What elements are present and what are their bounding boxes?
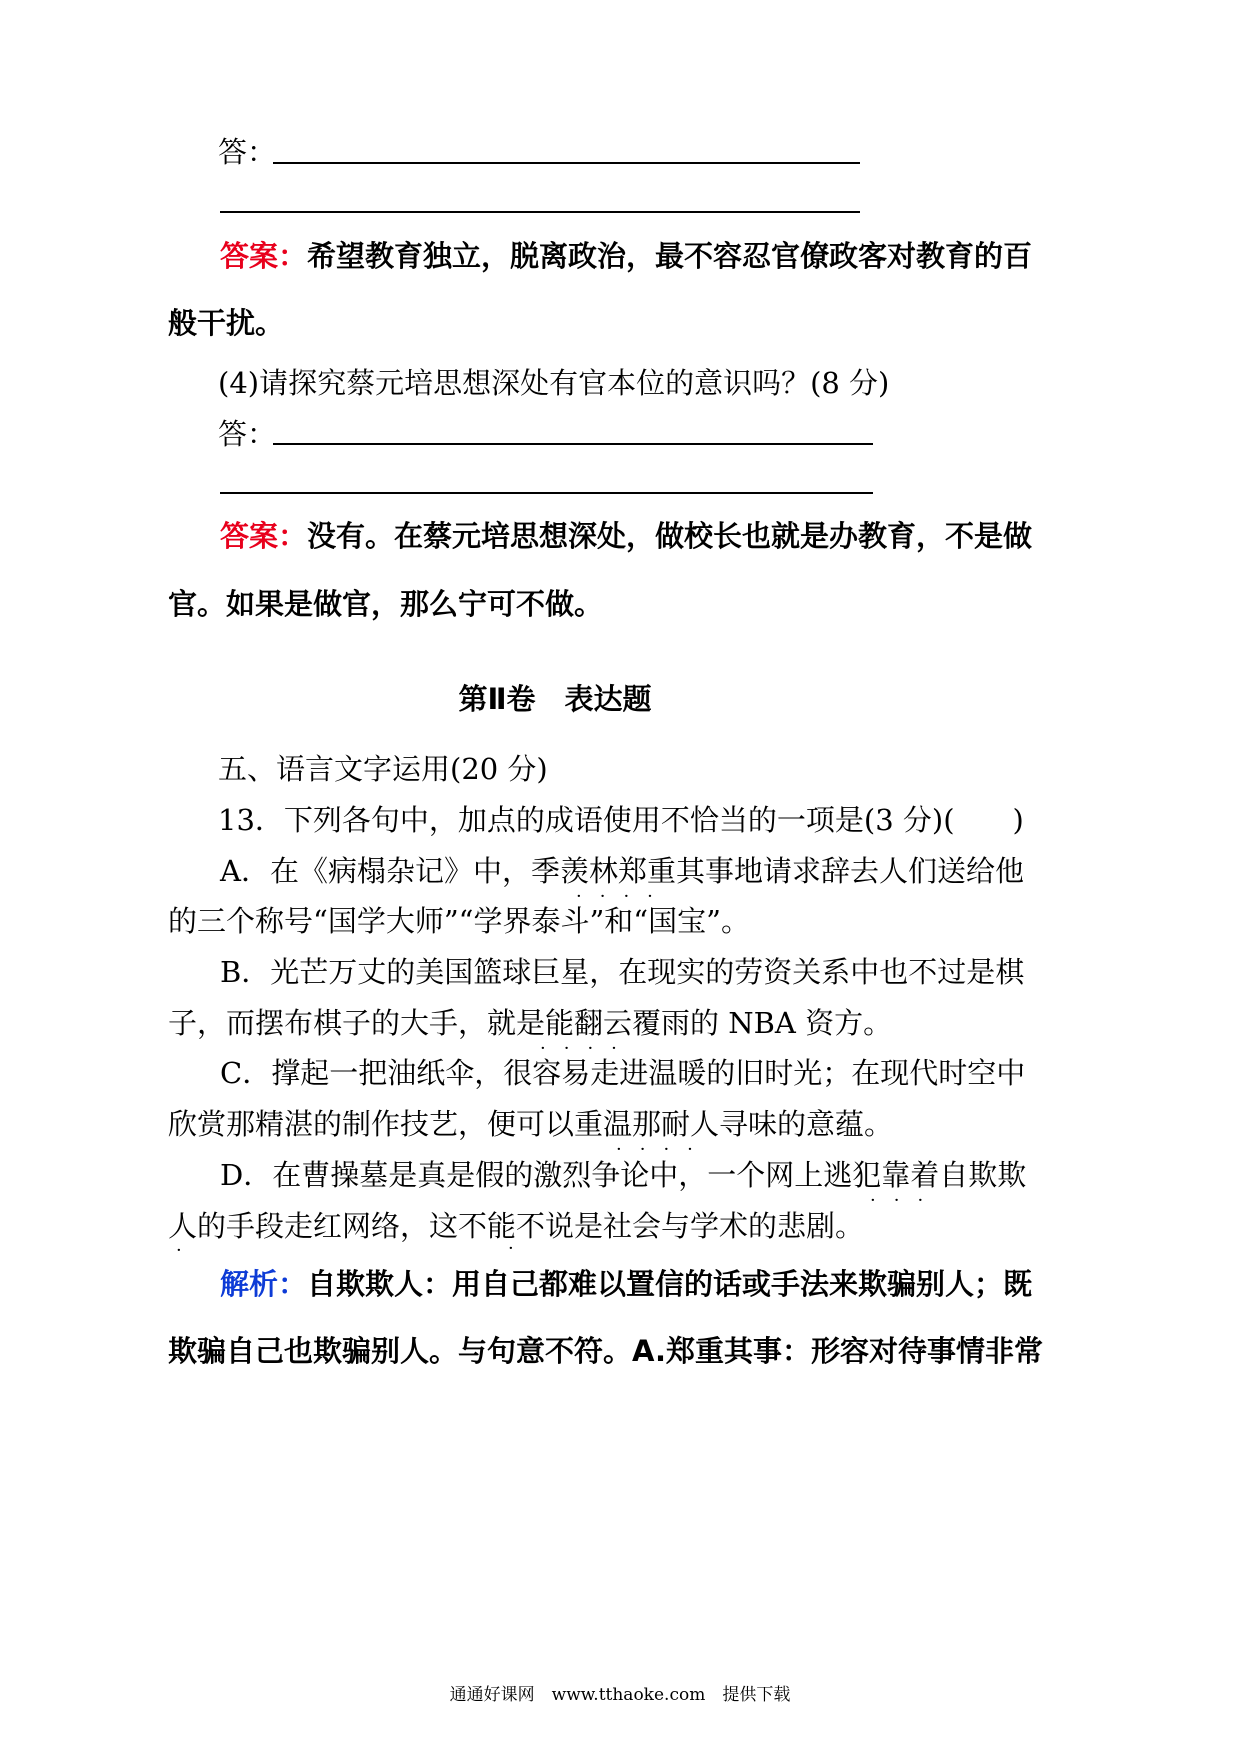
answer-line (273, 443, 873, 445)
part-heading: 五、语言文字运用(20 分) (218, 752, 548, 786)
option-d-continued: 人的手段走红网络，这不能不说是社会与学术的悲剧。 (168, 1209, 865, 1243)
emphasis-dots: · · · (870, 1190, 924, 1211)
answer-key-label: 答案： (220, 519, 308, 553)
analysis-text: 自欺欺人：用自己都难以置信的话或手法来欺骗别人；既 (307, 1267, 1033, 1301)
answer-line (220, 492, 873, 494)
emphasis-dots: · · · · (616, 1139, 693, 1160)
answer-line (220, 211, 860, 213)
answer-key-text: 希望教育独立，脱离政治，最不容忍官僚政客对教育的百 (307, 239, 1033, 273)
answer-line (273, 162, 860, 164)
answer-key (220, 236, 1033, 276)
question-13-stem: 13．下列各句中，加点的成语使用不恰当的一项是(3 分)( ) (218, 803, 1024, 837)
analysis (220, 1264, 1033, 1304)
emphasis-dots: · (508, 1238, 514, 1259)
section-title: 第Ⅱ卷 表达题 (458, 682, 652, 716)
answer-key (220, 516, 1033, 556)
answer-key-label: 答案： (220, 239, 308, 273)
answer-key-text: 没有。在蔡元培思想深处，做校长也就是办教育，不是做 (307, 519, 1033, 553)
emphasis-dots: · (176, 1240, 182, 1261)
option-b: B．光芒万丈的美国篮球巨星，在现实的劳资关系中也不过是棋 (220, 955, 1025, 989)
answer-label: 答： (218, 135, 277, 169)
emphasis-dots: · · · · (576, 886, 653, 907)
option-b-continued: 子，而摆布棋子的大手，就是能翻云覆雨的 NBA 资方。 (168, 1006, 893, 1040)
option-a-continued: 的三个称号“国学大师”“学界泰斗”和“国宝”。 (168, 904, 750, 938)
question-4-prompt: (4)请探究蔡元培思想深处有官本位的意识吗？(8 分) (218, 366, 890, 400)
analysis-label: 解析： (220, 1267, 308, 1301)
answer-key-continued: 般干扰。 (168, 306, 285, 340)
option-a: A．在《病榻杂记》中，季羡林郑重其事地请求辞去人们送给他 (220, 854, 1024, 888)
answer-key-continued: 官。如果是做官，那么宁可不做。 (168, 587, 604, 621)
analysis-continued: 欺骗自己也欺骗别人。与句意不符。A.郑重其事：形容对待事情非常 (168, 1334, 1043, 1368)
page-footer: 通通好课网 www.tthaoke.com 提供下载 (449, 1685, 791, 1705)
option-c-continued: 欣赏那精湛的制作技艺，便可以重温那耐人寻味的意蕴。 (168, 1107, 894, 1141)
option-c: C．撑起一把油纸伞，很容易走进温暖的旧时光；在现代时空中 (220, 1056, 1026, 1090)
answer-label: 答： (218, 417, 277, 451)
emphasis-dots: · · · · (540, 1038, 617, 1059)
option-d: D．在曹操墓是真是假的激烈争论中，一个网上逃犯靠着自欺欺 (220, 1158, 1027, 1192)
